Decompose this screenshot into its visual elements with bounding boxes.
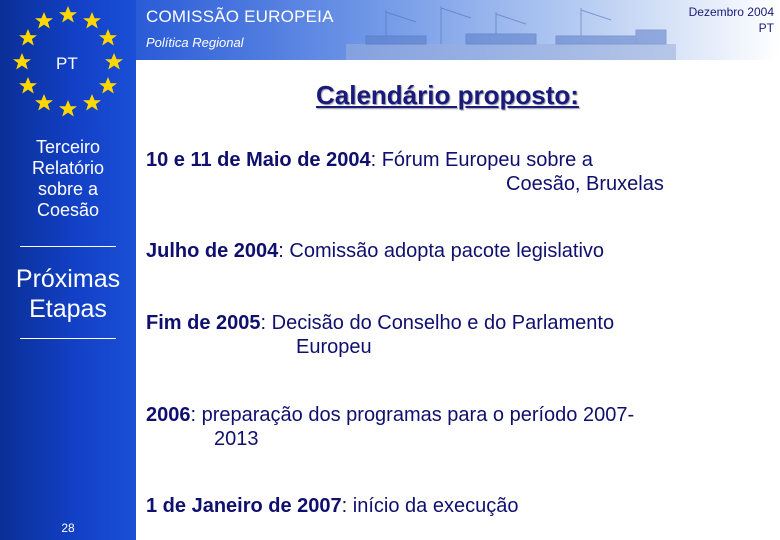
current-section-line: Próximas bbox=[15, 265, 121, 293]
brand-subtitle: Política Regional bbox=[146, 35, 244, 50]
lang-code: PT bbox=[758, 21, 774, 35]
item-date: 10 e 11 de Maio de 2004 bbox=[146, 149, 371, 171]
report-title-line: Terceiro bbox=[35, 137, 101, 157]
date-block bbox=[689, 4, 774, 36]
divider-top bbox=[20, 246, 116, 247]
date-text: Dezembro 2004 bbox=[688, 5, 774, 19]
report-title-line: Relatório bbox=[31, 158, 105, 178]
item-continuation: Europeu bbox=[296, 336, 372, 358]
current-section bbox=[0, 264, 136, 324]
schedule-item bbox=[146, 494, 518, 518]
schedule-item bbox=[146, 148, 664, 196]
brand-name: COMISSÃO EUROPEIA bbox=[146, 7, 334, 26]
divider-bottom bbox=[20, 338, 116, 339]
report-title-line: sobre a bbox=[37, 179, 99, 199]
item-text: : Comissão adopta pacote legislativo bbox=[278, 240, 605, 262]
schedule-item bbox=[146, 403, 634, 451]
schedule-item bbox=[146, 239, 604, 263]
item-continuation: Coesão, Bruxelas bbox=[506, 173, 664, 195]
page-title: Calendário proposto: bbox=[316, 80, 579, 110]
item-date: 1 de Janeiro de 2007 bbox=[146, 495, 342, 517]
flag-label: PT bbox=[56, 54, 78, 73]
item-text: : Fórum Europeu sobre a bbox=[370, 149, 593, 171]
item-continuation: 2013 bbox=[214, 428, 259, 450]
item-text: : Decisão do Conselho e do Parlamento bbox=[260, 312, 615, 334]
report-title-line: Coesão bbox=[36, 200, 100, 220]
item-date: Julho de 2004 bbox=[146, 240, 279, 262]
harbour-photo-icon bbox=[346, 0, 676, 60]
item-text: : preparação dos programas para o período 2007- bbox=[190, 404, 635, 426]
schedule-item bbox=[146, 311, 614, 359]
item-date: 2006 bbox=[146, 404, 191, 426]
report-title bbox=[6, 137, 130, 221]
item-text: : início da execução bbox=[341, 495, 519, 517]
page-number: 28 bbox=[61, 521, 75, 535]
current-section-line: Etapas bbox=[29, 295, 107, 323]
item-date: Fim de 2005 bbox=[146, 312, 261, 334]
